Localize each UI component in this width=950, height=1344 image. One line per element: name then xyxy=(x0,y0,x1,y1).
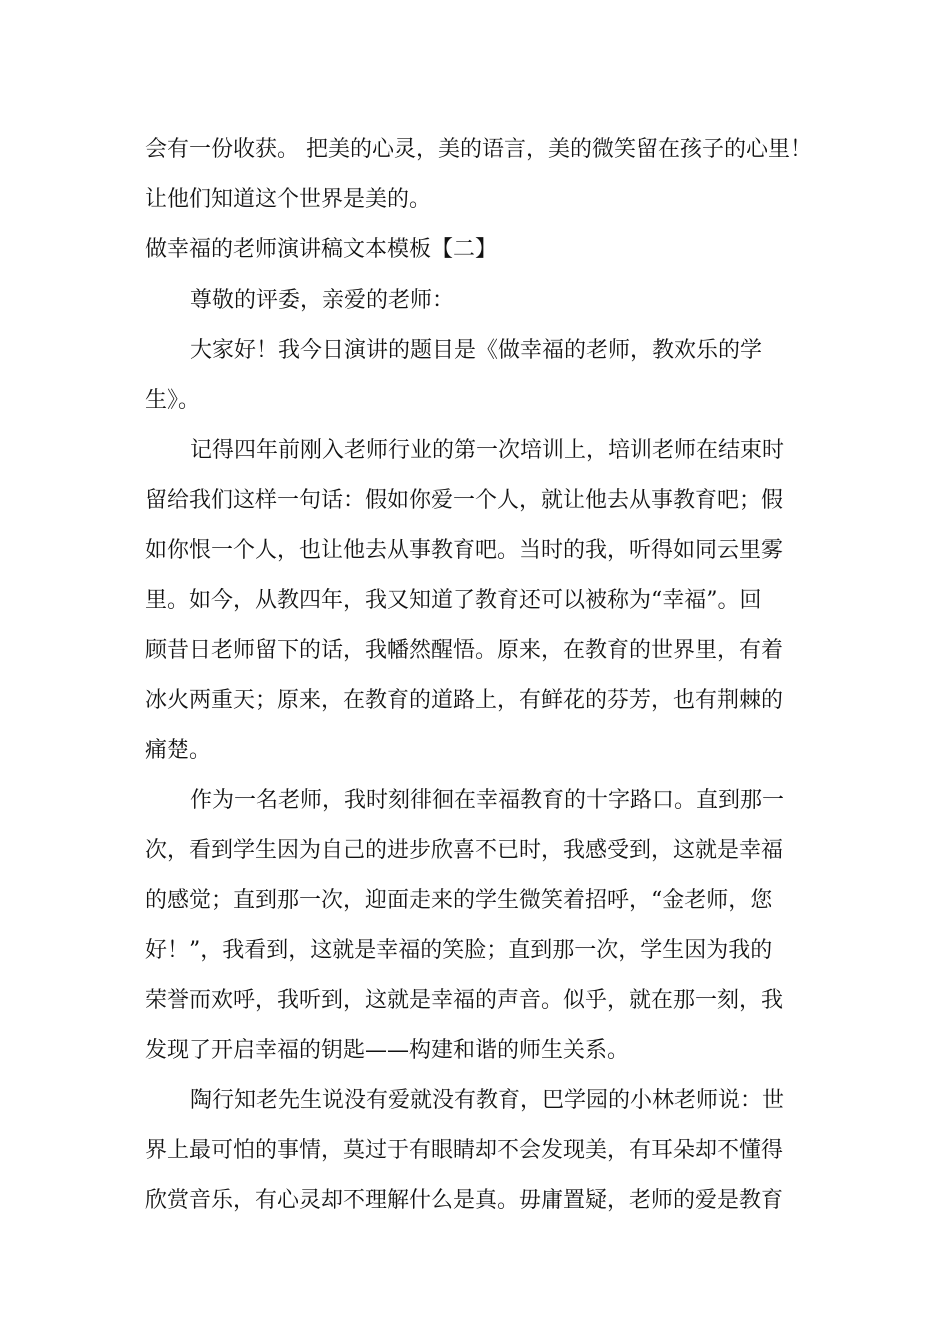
text-line: 荣誉而欢呼，我听到，这就是幸福的声音。似乎，就在那一刻，我 xyxy=(145,988,784,1013)
text-line: 冰火两重天；原来，在教育的道路上，有鲜花的芬芳，也有荆棘的 xyxy=(145,688,784,713)
text-line: 里。如今，从教四年，我又知道了教育还可以被称为“幸福”。回 xyxy=(145,588,762,613)
text-line: 让他们知道这个世界是美的。 xyxy=(145,187,432,212)
text-line: 发现了开启幸福的钥匙——构建和谐的师生关系。 xyxy=(145,1038,630,1063)
text-line: 生》。 xyxy=(145,388,201,413)
text-line: 好！”，我看到，这就是幸福的笑脸；直到那一次，学生因为我的 xyxy=(145,938,773,963)
text-line: 的感觉；直到那一次，迎面走来的学生微笑着招呼，“金老师，您 xyxy=(145,888,773,913)
text-line: 界上最可怕的事情，莫过于有眼睛却不会发现美，有耳朵却不懂得 xyxy=(145,1138,784,1163)
text-line: 痛楚。 xyxy=(145,738,212,763)
text-line: 陶行知老先生说没有爱就没有教育，巴学园的小林老师说：世 xyxy=(190,1088,785,1113)
text-line: 欣赏音乐，有心灵却不理解什么是真。毋庸置疑，老师的爱是教育 xyxy=(145,1188,784,1213)
text-line: 顾昔日老师留下的话，我幡然醒悟。原来，在教育的世界里，有着 xyxy=(145,638,784,663)
section-heading: 做幸福的老师演讲稿文本模板【二】 xyxy=(145,237,498,262)
text-line: 大家好！我今日演讲的题目是《做幸福的老师，教欢乐的学 xyxy=(190,338,763,363)
text-line: 次，看到学生因为自己的进步欣喜不已时，我感受到，这就是幸福 xyxy=(145,838,784,863)
salutation: 尊敬的评委，亲爱的老师： xyxy=(190,288,455,313)
text-line: 如你恨一个人，也让他去从事教育吧。当时的我，听得如同云里雾 xyxy=(145,538,784,563)
text-line: 记得四年前刚入老师行业的第一次培训上，培训老师在结束时 xyxy=(190,438,785,463)
text-line: 作为一名老师，我时刻徘徊在幸福教育的十字路口。直到那一 xyxy=(190,788,785,813)
text-line: 留给我们这样一句话：假如你爱一个人，就让他去从事教育吧；假 xyxy=(145,488,784,513)
text-line: 会有一份收获。 把美的心灵，美的语言，美的微笑留在孩子的心里！ xyxy=(145,137,812,162)
